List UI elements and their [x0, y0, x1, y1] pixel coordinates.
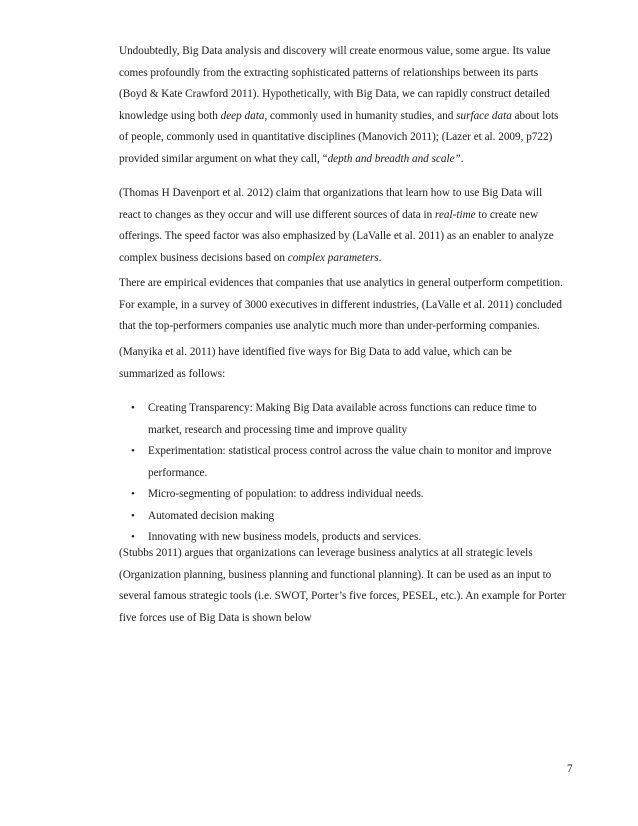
text-line: (Organization planning, business planning and functional planning). It can be used as an input to [119, 568, 552, 581]
text-line: There are empirical evidences that companies that use analytics in general outperform competition. [119, 277, 563, 289]
paragraph-empirical-evidence [119, 273, 579, 338]
text-span: . [378, 251, 382, 264]
text-line: (Boyd & Kate Crawford 2011). Hypothetically, with Big Data, we can rapidly construct detailed [119, 88, 550, 100]
text-line: For example, in a survey of 3000 executives in different industries, (LaValle et al. 2011) concluded [119, 298, 563, 311]
text-line: summarized as follows: [119, 367, 226, 380]
bullet-icon: • [131, 531, 135, 543]
list-item [131, 441, 568, 484]
text-span: react to changes as they occur and will use different sources of data in [119, 208, 436, 221]
emphasis-complex-parameters: complex parameters [287, 251, 379, 264]
bullet-icon: • [131, 488, 135, 500]
text-line: (Manyika et al. 2011) have identified five ways for Big Data to add value, which can be [119, 346, 512, 358]
text-line [119, 149, 579, 171]
page-number: 7 [567, 763, 573, 775]
bullet-icon: • [131, 402, 135, 414]
paragraph-davenport [119, 183, 579, 269]
list-item-text: Micro-segmenting of population: to address individual needs. [148, 488, 424, 500]
list-item-text: Creating Transparency: Making Big Data available across functions can reduce time to [148, 402, 537, 414]
text-line: (Stubbs 2011) argues that organizations can leverage business analytics at all strategic levels [119, 547, 533, 559]
text-line [119, 106, 579, 128]
text-span: to create new [475, 208, 539, 221]
text-span: complex business decisions based on [119, 251, 288, 264]
text-line [119, 205, 579, 227]
text-line: offerings. The speed factor was also emphasized by (LaValle et al. 2011) as an enabler to analyze [119, 230, 554, 242]
text-span: about lots [511, 109, 559, 122]
paragraph-stubbs [119, 543, 579, 629]
text-line: Undoubtedly, Big Data analysis and discovery will create enormous value, some argue. Its value [119, 45, 551, 57]
emphasis-real-time: real-time [435, 208, 476, 221]
text-span: , commonly used in humanity studies, and [264, 109, 457, 122]
emphasis-deep-data: deep data [220, 109, 265, 122]
list-item [131, 506, 568, 528]
text-span: provided similar argument on what they call, “ [119, 152, 328, 165]
text-line: comes profoundly from the extracting sophisticated patterns of relationships between its parts [119, 66, 539, 79]
text-line [119, 248, 579, 270]
bullet-icon: • [131, 445, 135, 457]
list-item-text: Automated decision making [148, 509, 275, 522]
bullet-icon: • [131, 509, 135, 522]
text-line: five forces use of Big Data is shown below [119, 611, 312, 624]
text-line: (Thomas H Davenport et al. 2012) claim that organizations that learn how to use Big Data will [119, 187, 543, 199]
list-item-text: Innovating with new business models, products and services. [148, 531, 422, 543]
text-span: knowledge using both [119, 109, 221, 122]
list-item-text: performance. [148, 466, 208, 479]
list-item [131, 484, 568, 506]
paragraph-big-data-value [119, 41, 579, 170]
list-item [131, 398, 568, 441]
emphasis-depth-breadth-scale: depth and breadth and scale” [327, 152, 461, 165]
paragraph-manyika [119, 342, 579, 385]
text-line: several famous strategic tools (i.e. SWOT, Porter’s five forces, PESEL, etc.). An example for Porter [119, 590, 566, 602]
list-item-text: market, research and processing time and improve quality [148, 423, 408, 436]
emphasis-surface-data: surface data [456, 109, 512, 122]
list-item-text: Experimentation: statistical process control across the value chain to monitor and improve [148, 445, 552, 457]
text-line: of people, commonly used in quantitative disciplines (Manovich 2011); (Lazer et al. 2009, p722) [119, 131, 553, 143]
five-ways-list [131, 398, 568, 549]
text-span: . [460, 152, 464, 165]
text-line: that the top-performers companies use analytic much more than under-performing companies. [119, 320, 540, 332]
